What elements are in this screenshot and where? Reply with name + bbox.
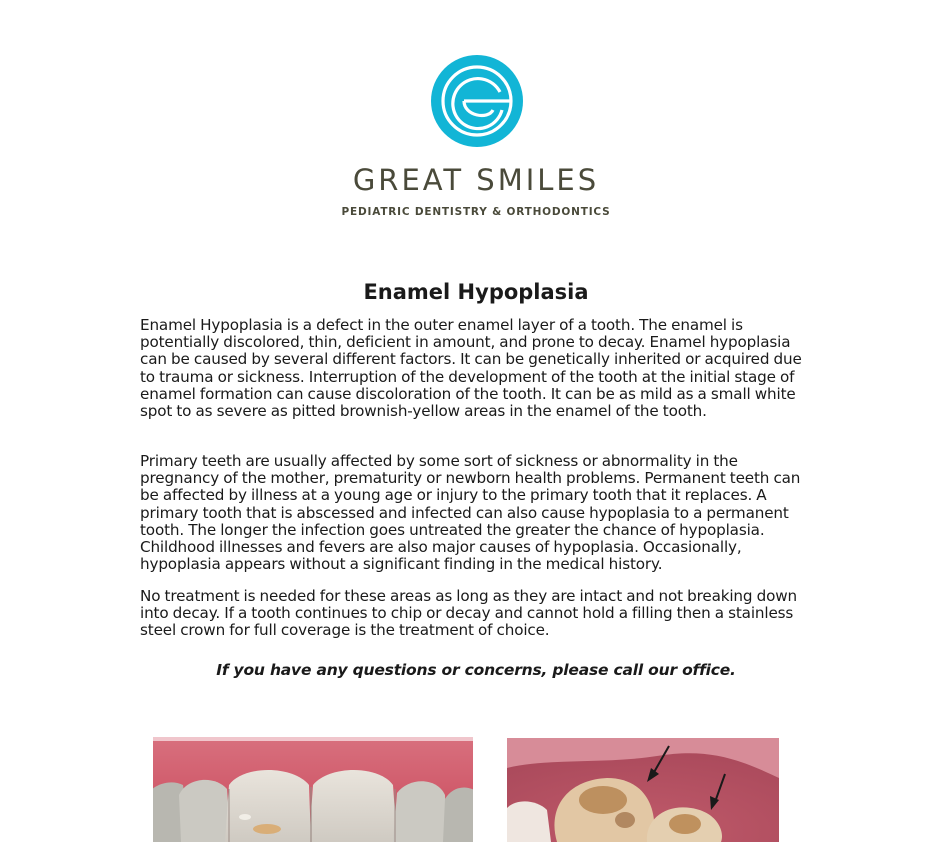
brand-name: GREAT SMILES [352,163,600,197]
paragraph-causes: Primary teeth are usually affected by some sort of sickness or abnormality in the pregnancy of the mother, prematurity or newborn health problems. Permanent teeth can be affected by illness at a young age or injury to the primary tooth that it replaces. A primary tooth that is abscessed and infected can also cause hypoplasia to a permanent tooth. The longer the infection goes untreated the greater the chance of hypoplasia. Childhood illnesses and fevers are also major causes of hypoplasia. Occasionally, hypoplasia appears without a significant finding in the medical history. [140,452,801,574]
paragraph-treatment: No treatment is needed for these areas as long as they are intact and not breaking down into decay. If a tooth continues to chip or decay and cannot hold a filling then a stainless steel crown for full coverage is the treatment of choice. [140,587,797,640]
paragraph-definition: Enamel Hypoplasia is a defect in the outer enamel layer of a tooth. The enamel is potentially discolored, thin, deficient in amount, and prone to decay. Enamel hypoplasia can be caused by several different factors. It can be genetically inherited or acquired due to trauma or sickness. Interruption of the development of the tooth at the initial stage of enamel formation can cause discoloration of the tooth. It can be as mild as a small white spot to as severe as pitted brownish-yellow areas in the enamel of the tooth. [140,316,802,421]
great-smiles-logo-icon [430,54,524,148]
closing-note: If you have any questions or concerns, please call our office. [216,661,736,679]
front-teeth-hypoplasia-photo [153,737,473,842]
brand-tagline: PEDIATRIC DENTISTRY & ORTHODONTICS [341,206,611,218]
molar-hypoplasia-photo [507,738,779,842]
page-title: Enamel Hypoplasia [363,280,589,304]
